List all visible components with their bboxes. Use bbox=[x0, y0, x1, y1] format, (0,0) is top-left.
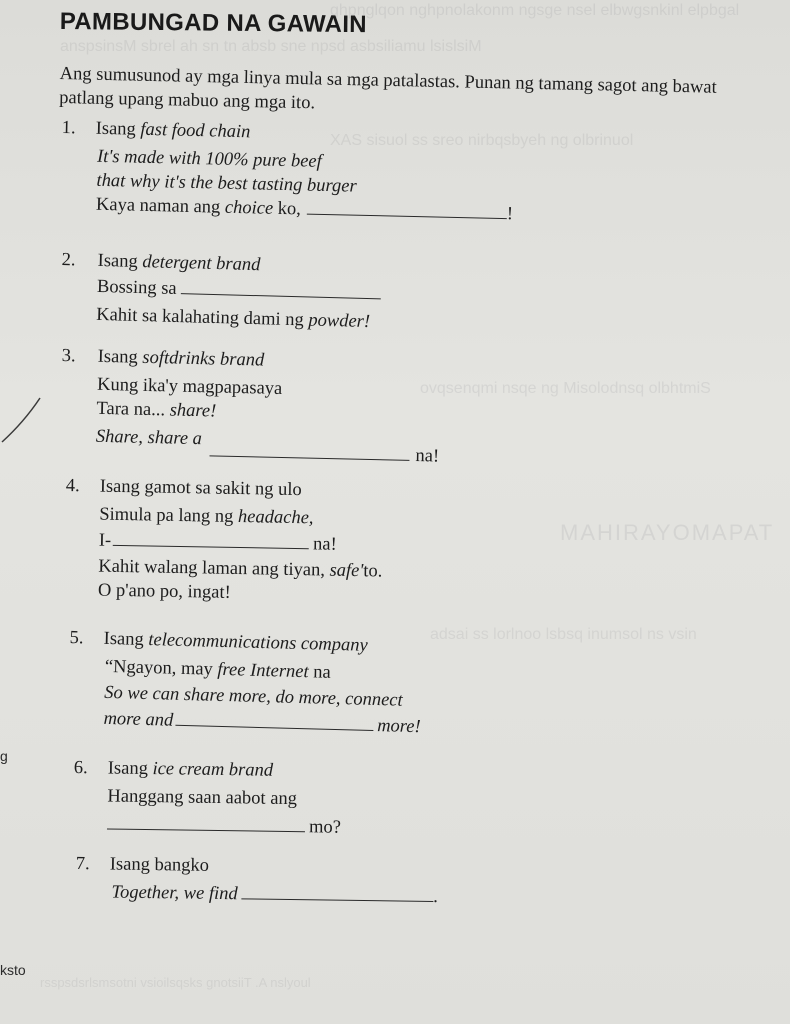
answer-blank[interactable] bbox=[242, 882, 434, 902]
item-line: “Ngayon, may free Internet na bbox=[104, 656, 331, 683]
bleed-through-text: XAS sisuol ss sreo nirbqsbyeh ng olbrinuol bbox=[330, 132, 634, 149]
answer-blank[interactable] bbox=[181, 277, 381, 299]
item-line: O p'ano po, ingat! bbox=[97, 580, 231, 603]
item-end: ! bbox=[506, 204, 514, 225]
bleed-through-text: ovqsenqmi nsqe ng Misolodnsq olbhtmiS bbox=[420, 380, 711, 397]
item-line: I- na! bbox=[98, 530, 337, 555]
item-line: So we can share more, do more, connect bbox=[103, 682, 403, 711]
margin-digit: g bbox=[0, 748, 8, 764]
bleed-through-text: adsai ss lorlnoo lsbsq inumsol ns vsin bbox=[430, 626, 697, 643]
item-category: Isang ice cream brand bbox=[107, 758, 274, 781]
answer-blank[interactable] bbox=[307, 198, 507, 220]
item-number: 3. bbox=[61, 345, 76, 367]
item-end: na! bbox=[415, 446, 440, 467]
item-number: 4. bbox=[65, 475, 80, 497]
item-line: Kahit sa kalahating dami ng powder! bbox=[95, 304, 371, 333]
item-line: Kahit walang laman ang tiyan, safe'to. bbox=[98, 556, 383, 582]
item-line: Simula pa lang ng headache, bbox=[99, 504, 314, 529]
item-line: Hanggang saan aabot ang bbox=[107, 786, 298, 810]
item-line: Together, we find . bbox=[111, 882, 439, 908]
item-line: that why it's the best tasting burger bbox=[96, 170, 357, 197]
item-line: Kung ika'y magpapasaya bbox=[96, 374, 283, 400]
item-number: 5. bbox=[69, 627, 84, 649]
bleed-through-text: anspsinsM sbrel ah sn tn absb sne npsd asbsiliamu lsislsiM bbox=[60, 38, 482, 55]
margin-pen-stroke bbox=[0, 392, 50, 452]
list-item bbox=[65, 474, 486, 603]
item-line bbox=[107, 812, 341, 839]
item-line: more and more! bbox=[103, 708, 421, 738]
instructions-paragraph: Ang sumusunod ay mga linya mula sa mga patalastas. Punan ng tamang sagot ang bawat patlang upang mabuo ang mga ito. bbox=[59, 63, 717, 114]
item-line bbox=[209, 439, 439, 468]
item-number: 2. bbox=[61, 249, 76, 271]
list-item bbox=[73, 756, 454, 838]
item-line: Share, share a bbox=[95, 426, 203, 450]
list-item bbox=[69, 626, 490, 738]
item-line: Bossing sa bbox=[97, 275, 381, 306]
list-item bbox=[61, 344, 502, 467]
answer-blank[interactable] bbox=[209, 439, 409, 461]
item-line: Kaya naman ang choice ko, ! bbox=[95, 194, 514, 225]
item-number: 1. bbox=[61, 117, 76, 139]
item-end: . bbox=[433, 886, 439, 908]
item-end: more! bbox=[376, 716, 421, 738]
item-end: mo? bbox=[308, 817, 342, 838]
item-category: Isang detergent brand bbox=[97, 250, 261, 276]
bleed-through-text: MAHIRAYOMAPAT bbox=[560, 520, 775, 545]
bleed-through-text: ghpnglqon nghpnolakonm ngsge nsel elbwgsnkinl elpbgal bbox=[330, 2, 740, 19]
item-category: Isang bangko bbox=[109, 854, 210, 876]
item-category: Isang fast food chain bbox=[95, 118, 251, 143]
item-number: 6. bbox=[73, 757, 88, 779]
footer-text: ksto bbox=[0, 962, 26, 978]
list-item bbox=[61, 248, 482, 333]
bleed-through-text: rsspsdsrlsmsotni vsioilsqsks gnotsiiT .A nslyoul bbox=[40, 975, 311, 990]
list-item bbox=[75, 852, 496, 908]
answer-blank[interactable] bbox=[107, 812, 305, 832]
item-line: Tara na... share! bbox=[96, 398, 217, 422]
item-category: Isang softdrinks brand bbox=[97, 346, 265, 371]
page-title: PAMBUNGAD NA GAWAIN bbox=[59, 8, 368, 39]
item-number: 7. bbox=[75, 853, 90, 875]
item-category: Isang gamot sa sakit ng ulo bbox=[99, 476, 302, 501]
item-end: na! bbox=[312, 534, 337, 555]
answer-blank[interactable] bbox=[175, 709, 373, 731]
item-category: Isang telecommunications company bbox=[103, 628, 368, 656]
item-line: It's made with 100% pure beef bbox=[96, 146, 322, 172]
answer-blank[interactable] bbox=[113, 529, 309, 549]
